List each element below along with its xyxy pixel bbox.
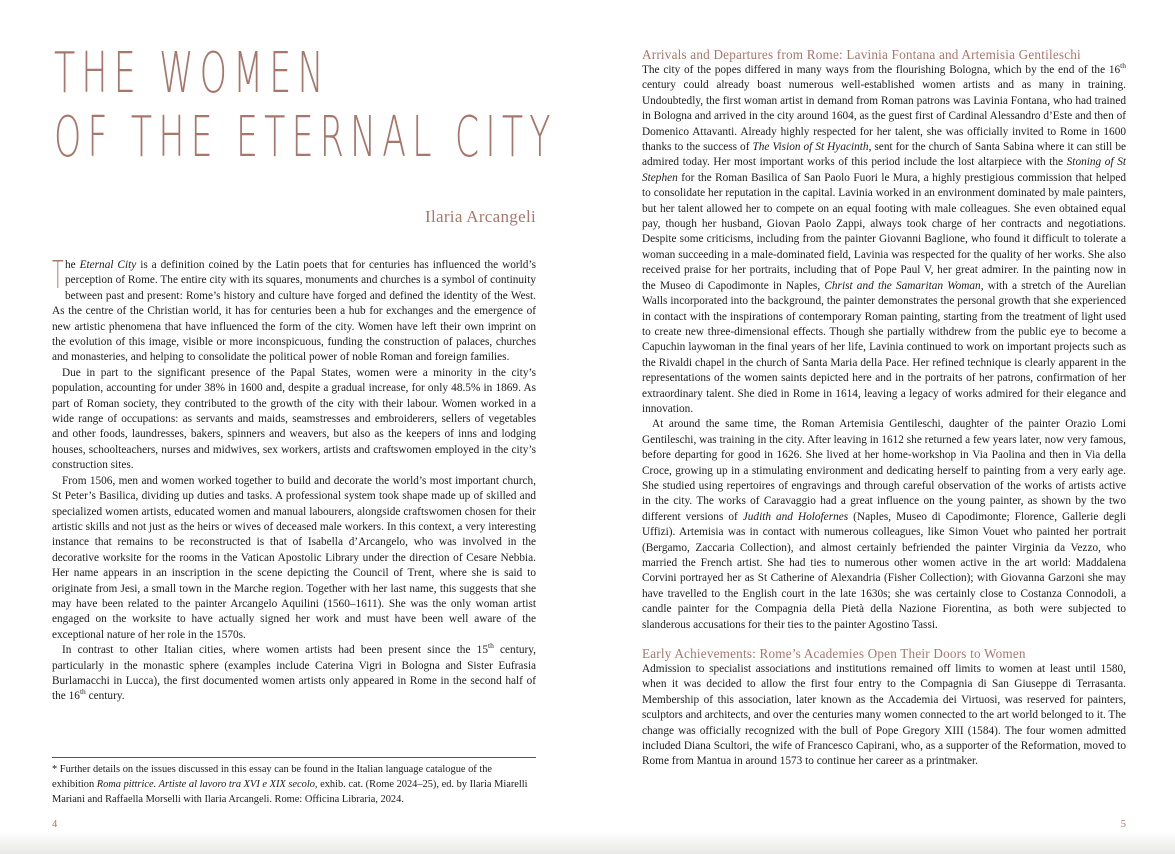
text-run: century. bbox=[85, 690, 125, 703]
text-run: , sent for the church of Santa Sabina where it can still be admired today. Her most important works of this period include the lost altarpiece with the bbox=[642, 141, 1126, 169]
spacer bbox=[642, 633, 1126, 645]
italic-run: Christ and the Samaritan Woman bbox=[824, 279, 981, 292]
page-bottom-shadow bbox=[0, 832, 1175, 854]
section-heading: Arrivals and Departures from Rome: Lavinia Fontana and Artemisia Gentileschi bbox=[642, 47, 1081, 62]
text-run: , with a stretch of the Aurelian Walls incorporated into the background, the painter demonstrates the personal growth that she experienced in contact with the inspirations of contemporary Roman painting, starting from the treatment of light used to create new three-dimensional effects. Though she partially withdrew from the public eye to become a Capuchin laywoman in the final years of her life, Lavinia continued to work on important projects such as the Rivaldi chapel in the church of Santa Maria della Pace. Her refined technique is clearly apparent in the representations of the women saints depicted here and in the portraits of her patrons, confirmation of her extraordinary talent. She died in Rome in 1614, leaving a legacy of works admired for their elegance and innovation. bbox=[642, 279, 1126, 415]
text-run: , exhib. cat. (Rome 2024–25), ed. by Ilaria Miarelli Mariani and Raffaella Morselli with Ilaria Arcangeli. Rome: Officina Libraria, 2024. bbox=[52, 779, 528, 806]
text-run: * Further details on the issues discussed in this essay can be found in the Italian language catalogue of the exhibition bbox=[52, 764, 493, 791]
text-run: century, particularly in the monastic sphere (examples include Caterina Vigri in Bologna and Sister Eufrasia Burlamacchi in Lucca), the first documented women artists only appeared in Rome in the second half of the 16 bbox=[52, 644, 536, 703]
drop-cap: T bbox=[52, 253, 64, 297]
text-run: is a definition coined by the Latin poets that for centuries has influenced the world’s perception of Rome. The entire city with its squares, monuments and churches is a symbol of continuity between past and present: Rome’s history and culture have forged and defined the identity of the West. As the centre of the Christian world, it has for centuries been a hub for exchanges and the emergence of new artistic phenomena that have influenced the form of the city. Women have left their own imprint on the evolution of this image, visible or more inconspicuous, funding the construction of palaces, churches and monasteries, and helping to consolidate the political power of noble Roman and foreign families. bbox=[52, 259, 536, 364]
paragraph bbox=[642, 417, 1126, 633]
text-run: At around the same time, the Roman Artemisia Gentileschi, daughter of the painter Orazio Lomi Gentileschi, was training in the city. After leaving in 1612 she returned a few years later, now very famous, before departing for good in 1626. She lived at her home-workshop in Via Paolina and then in Via della Croce, growing up in a stimulating environment and dedicating herself to painting from a very early age. She studied using repertoires of engravings and through careful observation of the works of artists active in the city. The works of Caravaggio had a great influence on the young painter, as shown by the two different versions of bbox=[642, 418, 1126, 523]
text-run: century could already boast numerous well-established women artists and as many in training. Undoubtedly, the first woman artist in demand from Roman patrons was Lavinia Fontana, who had trained in Bologna and arrived in the city around 1604, as the guest first of Cardinal Alessandro d’Este and then of Domenico Attavanti. Already highly respected for her talent, she was officially invited to Rome in 1600 thanks to the success of bbox=[642, 79, 1126, 154]
paragraph bbox=[52, 643, 536, 705]
text-run: The city of the popes differed in many ways from the flourishing Bologna, which by the end of the 16 bbox=[642, 64, 1121, 76]
superscript: th bbox=[1120, 61, 1126, 71]
section-heading: Early Achievements: Rome’s Academies Open Their Doors to Women bbox=[642, 646, 1026, 662]
italic-run: The Vision of St Hyacinth bbox=[752, 141, 869, 154]
text-run: (Naples, Museo di Capodimonte; Florence, Gallerie degli Uffizi). Artemisia was in contact with numerous colleagues, like Simon Vouet who painted her portrait (Bergamo, Zaccaria Collection), and almost certainly befriended the painter Virginia da Vezzo, who married the French artist. She had ties to numerous other women active in the art world: Maddalena Corvini portrayed her as St Catherine of Alexandria (Fisher Collection); with Giovanna Garzoni she may have travelled to the English court in the late 1630s; she was certainly close to Costanza Connodoli, a candle painter for the Compagnia della Pietà della Nazione Fiorentina, as both were subjected to slanderous accusations for their ties to the painter Agostino Tassi. bbox=[642, 510, 1126, 631]
italic-run: Eternal City bbox=[79, 259, 137, 271]
page-number: 4 bbox=[52, 819, 58, 830]
right-page bbox=[588, 0, 1175, 854]
paragraph: From 1506, men and women worked together to build and decorate the world’s most important church, St Peter’s Basilica, dividing up duties and tasks. A professional system took shape made up of skilled and specialized women artists, educated women and manual labourers, alongside craftswomen chosen for their artistic skills and not just as the heirs or wives of deceased male workers. In this context, a very interesting instance that remains to be reconstructed is that of Isabella d’Arcangelo, who was involved in the decorative worksite for the rooms in the Vatican Apostolic Library under the direction of Cesare Nebbia. Her name appears in an inscription in the scene depicting the Council of Trent, where she is said to originate from Jesi, a small town in the Marche region. Together with her last name, this suggests that she may have been related to the painter Arcangelo Aquilini (1560–1611). She was the only woman artist engaged on the worksite to have actually signed her work and must have been well aware of the exceptional nature of her role in the 1570s. bbox=[52, 474, 536, 641]
text-run: In contrast to other Italian cities, where women artists had been present since the 15 bbox=[62, 644, 488, 657]
right-body-text bbox=[642, 46, 1126, 770]
paragraph bbox=[642, 63, 1126, 417]
italic-run: Stoning of St Stephen bbox=[642, 156, 1126, 184]
author-name: Ilaria Arcangeli bbox=[425, 207, 536, 226]
paragraph: Admission to specialist associations and institutions remained off limits to women at least until 1580, when it was decided to allow the first four entry to the Compagnia di San Giuseppe di Terrasanta. Membership of this association, later known as the Accademia dei Virtuosi, was reserved for painters, sculptors and architects, and over the centuries many women connected to the art world belonged to it. The change was officially recognized with the bull of Pope Gregory XIII (1584). The four women admitted included Diana Scultori, the wife of Francesco Capirani, who, as a supporter of the Reformation, moved to Rome from Mantua in around 1573 to continue her career as a printmaker. bbox=[642, 663, 1126, 768]
italic-run: Judith and Holofernes bbox=[742, 510, 849, 523]
title-line-2: OF THE ETERNAL CITY bbox=[54, 105, 557, 170]
left-body-text bbox=[52, 253, 536, 705]
paragraph-intro bbox=[52, 253, 536, 366]
superscript: th bbox=[79, 687, 86, 697]
page-number: 5 bbox=[1120, 819, 1126, 830]
title-line-1: THE WOMEN bbox=[54, 41, 330, 106]
footnote bbox=[52, 762, 536, 808]
superscript: th bbox=[487, 641, 494, 651]
essay-title bbox=[54, 42, 557, 170]
footnote-divider bbox=[52, 757, 536, 758]
italic-run: Roma pittrice. Artiste al lavoro tra XVI e XIX secolo bbox=[96, 779, 315, 791]
paragraph: Due in part to the significant presence of the Papal States, women were a minority in the city’s population, accounting for under 38% in 1600 and, despite a gradual increase, for only 48.5% in 1869. As part of Roman society, they contributed to the growth of the city with their labour. Women worked in a wide range of occupations: as servants and maids, seamstresses and embroiderers, sellers of vegetables and other foods, laundresses, bakers, spinners and weavers, but also as the keepers of inns and lodging houses, schoolteachers, nurses and midwives, sex workers, artists and craftswomen employed in the city’s construction sites. bbox=[52, 366, 536, 472]
text-run: for the Roman Basilica of San Paolo Fuori le Mura, a highly prestigious commission that helped to consolidate her reputation in the capital. Lavinia worked in an environment dominated by male painters, but her talent allowed her to compete on an equal footing with male colleagues. She even obtained equal pay, though her husband, Giovan Paolo Zappi, always took charge of her contracts and negotiations. Despite some criticisms, including from the painter Giovanni Baglione, who found it difficult to tolerate a woman succeeding in a male-dominated field, Lavinia was respected for the quality of her works. She also received praise for her portraits, including that of Pope Paul V, her great admirer. In the painting now in the Museo di Capodimonte in Naples, bbox=[642, 171, 1126, 292]
text-run: he bbox=[65, 259, 80, 271]
